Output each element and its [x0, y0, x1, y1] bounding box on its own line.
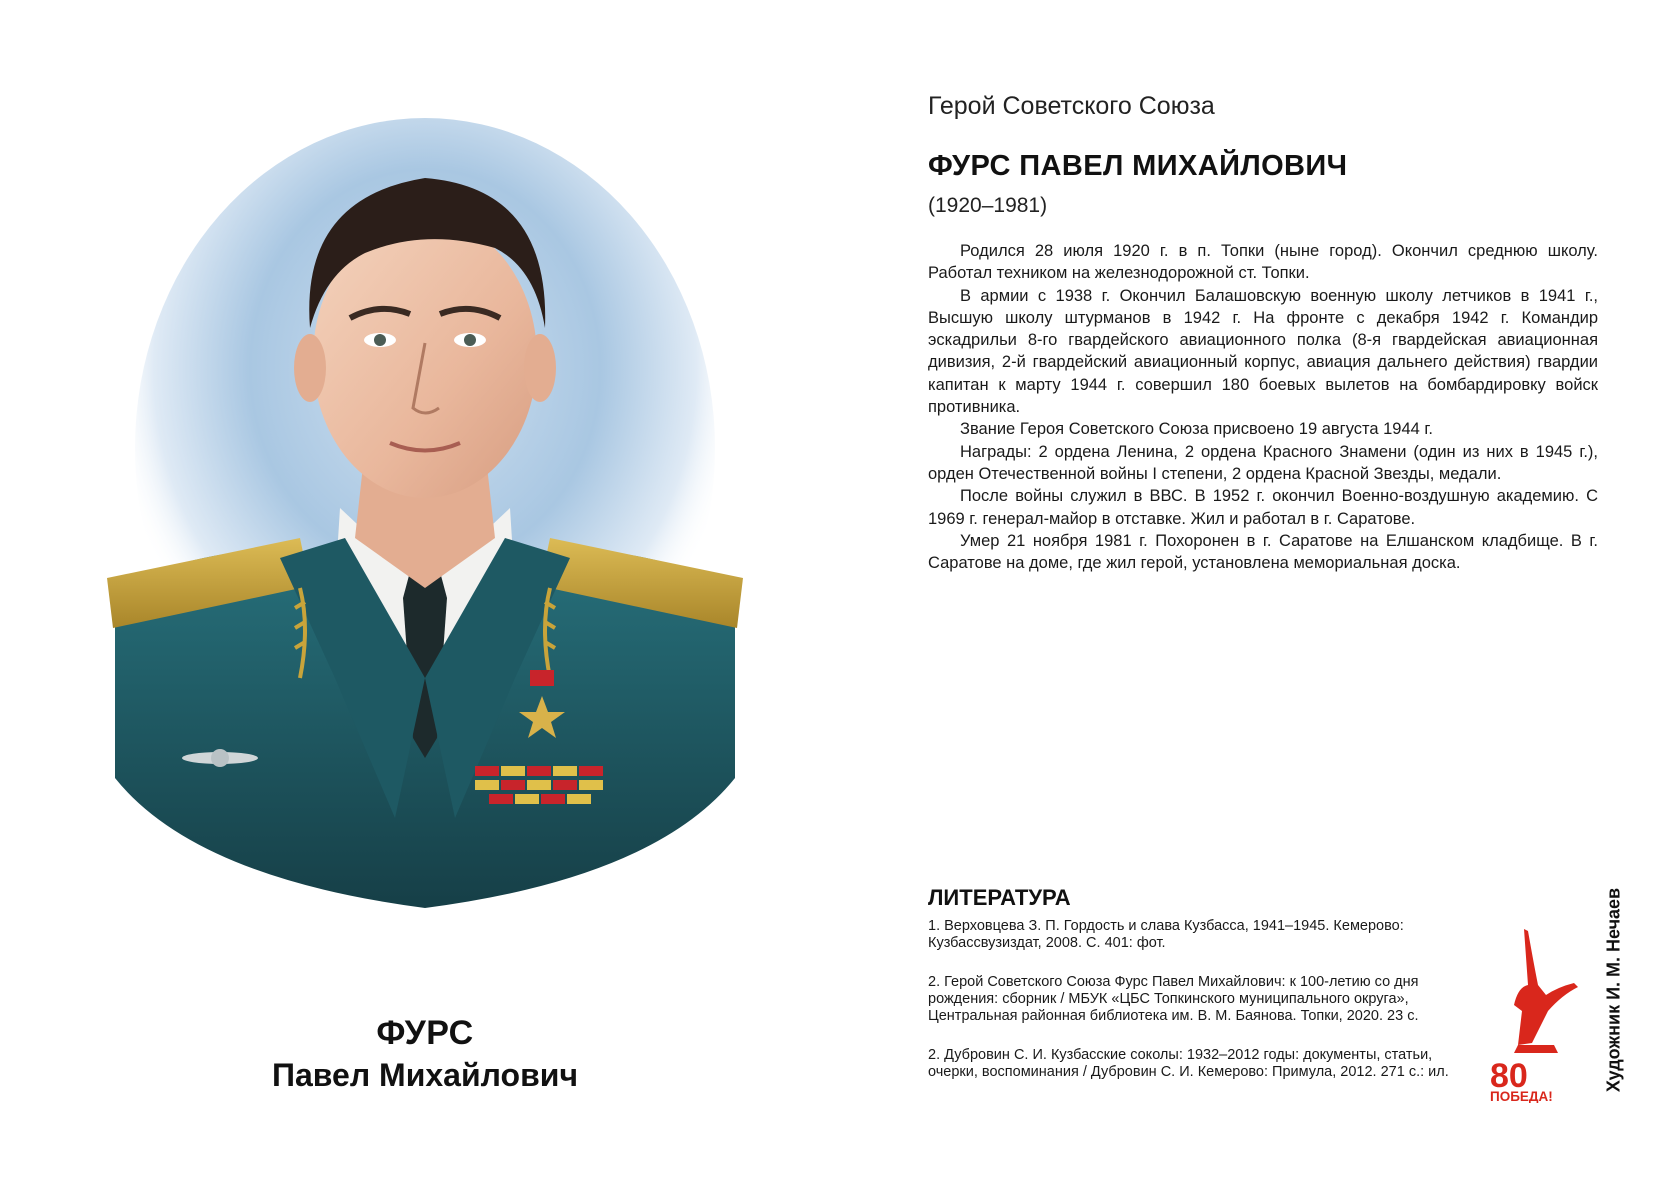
portrait-caption: [100, 1012, 750, 1096]
artist-credit: Художник И. М. Нечаев: [1603, 887, 1624, 1093]
logo-word: ПОБЕДА!: [1490, 1089, 1553, 1103]
literature-heading: ЛИТЕРАТУРА: [928, 885, 1071, 910]
bio-paragraph: Награды: 2 ордена Ленина, 2 ордена Красного Знамени (один из них в 1945 г.), орден Отечественной войны I степени, 2 ордена Красной Звезды, медали.: [928, 442, 1598, 483]
portrait-painting: [95, 118, 755, 978]
literature-item: 2. Герой Советского Союза Фурс Павел Михайлович: к 100-летию со дня рождения: сборник / МБУК «ЦБС Топкинского муниципального округа», Центральная районная библиотека им. В. М. Баянова. Топки, 2020. 23 с.: [928, 974, 1419, 1024]
monument-base-icon: [1514, 1045, 1558, 1053]
victory-80-logo: [1488, 925, 1584, 1103]
portrait-illustration: [95, 118, 755, 978]
caption-surname: ФУРС: [376, 1014, 474, 1052]
hero-name: ФУРС ПАВЕЛ МИХАЙЛОВИЧ: [928, 150, 1348, 182]
literature-list: [928, 918, 1468, 1103]
logo-number: 80: [1490, 1057, 1528, 1095]
bio-paragraph: Родился 28 июля 1920 г. в п. Топки (ныне город). Окончил среднюю школу. Работал техником на железнодорожной ст. Топки.: [928, 242, 1598, 283]
bio-paragraph: После войны служил в ВВС. В 1952 г. окончил Военно-воздушную академию. С 1969 г. генерал-майор в отставке. Жил и работал в г. Саратове.: [928, 487, 1598, 528]
hero-title: Герой Советского Союза: [928, 92, 1215, 120]
bio-paragraph: Звание Героя Советского Союза присвоено 19 августа 1944 г.: [960, 420, 1434, 439]
life-years: (1920–1981): [928, 194, 1048, 217]
bio-paragraph: В армии с 1938 г. Окончил Балашовскую военную школу летчиков в 1941 г., Высшую школу штурманов в 1942 г. На фронте с декабря 1942 г. Командир эскадрильи 8-го гвардейского авиационного полка (8-я гвардейская авиационная дивизия, 2-й гвардейский авиационный корпус, авиация дальнего действия) гвардии капитан к марту 1944 г. совершил 180 боевых вылетов на бомбардировку войск противника.: [928, 286, 1598, 417]
biography-text: [928, 240, 1598, 574]
caption-given-names: Павел Михайлович: [271, 1057, 579, 1093]
bio-paragraph: Умер 21 ноября 1981 г. Похоронен в г. Саратове на Елшанском кладбище. В г. Саратове на доме, где жил герой, установлена мемориальная доска.: [928, 531, 1598, 573]
monument-icon: [1514, 929, 1578, 1045]
literature-item: 1. Верховцева З. П. Гордость и слава Кузбасса, 1941–1945. Кемерово: Кузбассвузиздат, 2008. С. 401: фот.: [928, 918, 1404, 951]
literature-item: 2. Дубровин С. И. Кузбасские соколы: 1932–2012 годы: документы, статьи, очерки, воспоминания / Дубровин С. И. Кемерово: Примула, 2012. 271 с.: ил.: [928, 1047, 1449, 1080]
